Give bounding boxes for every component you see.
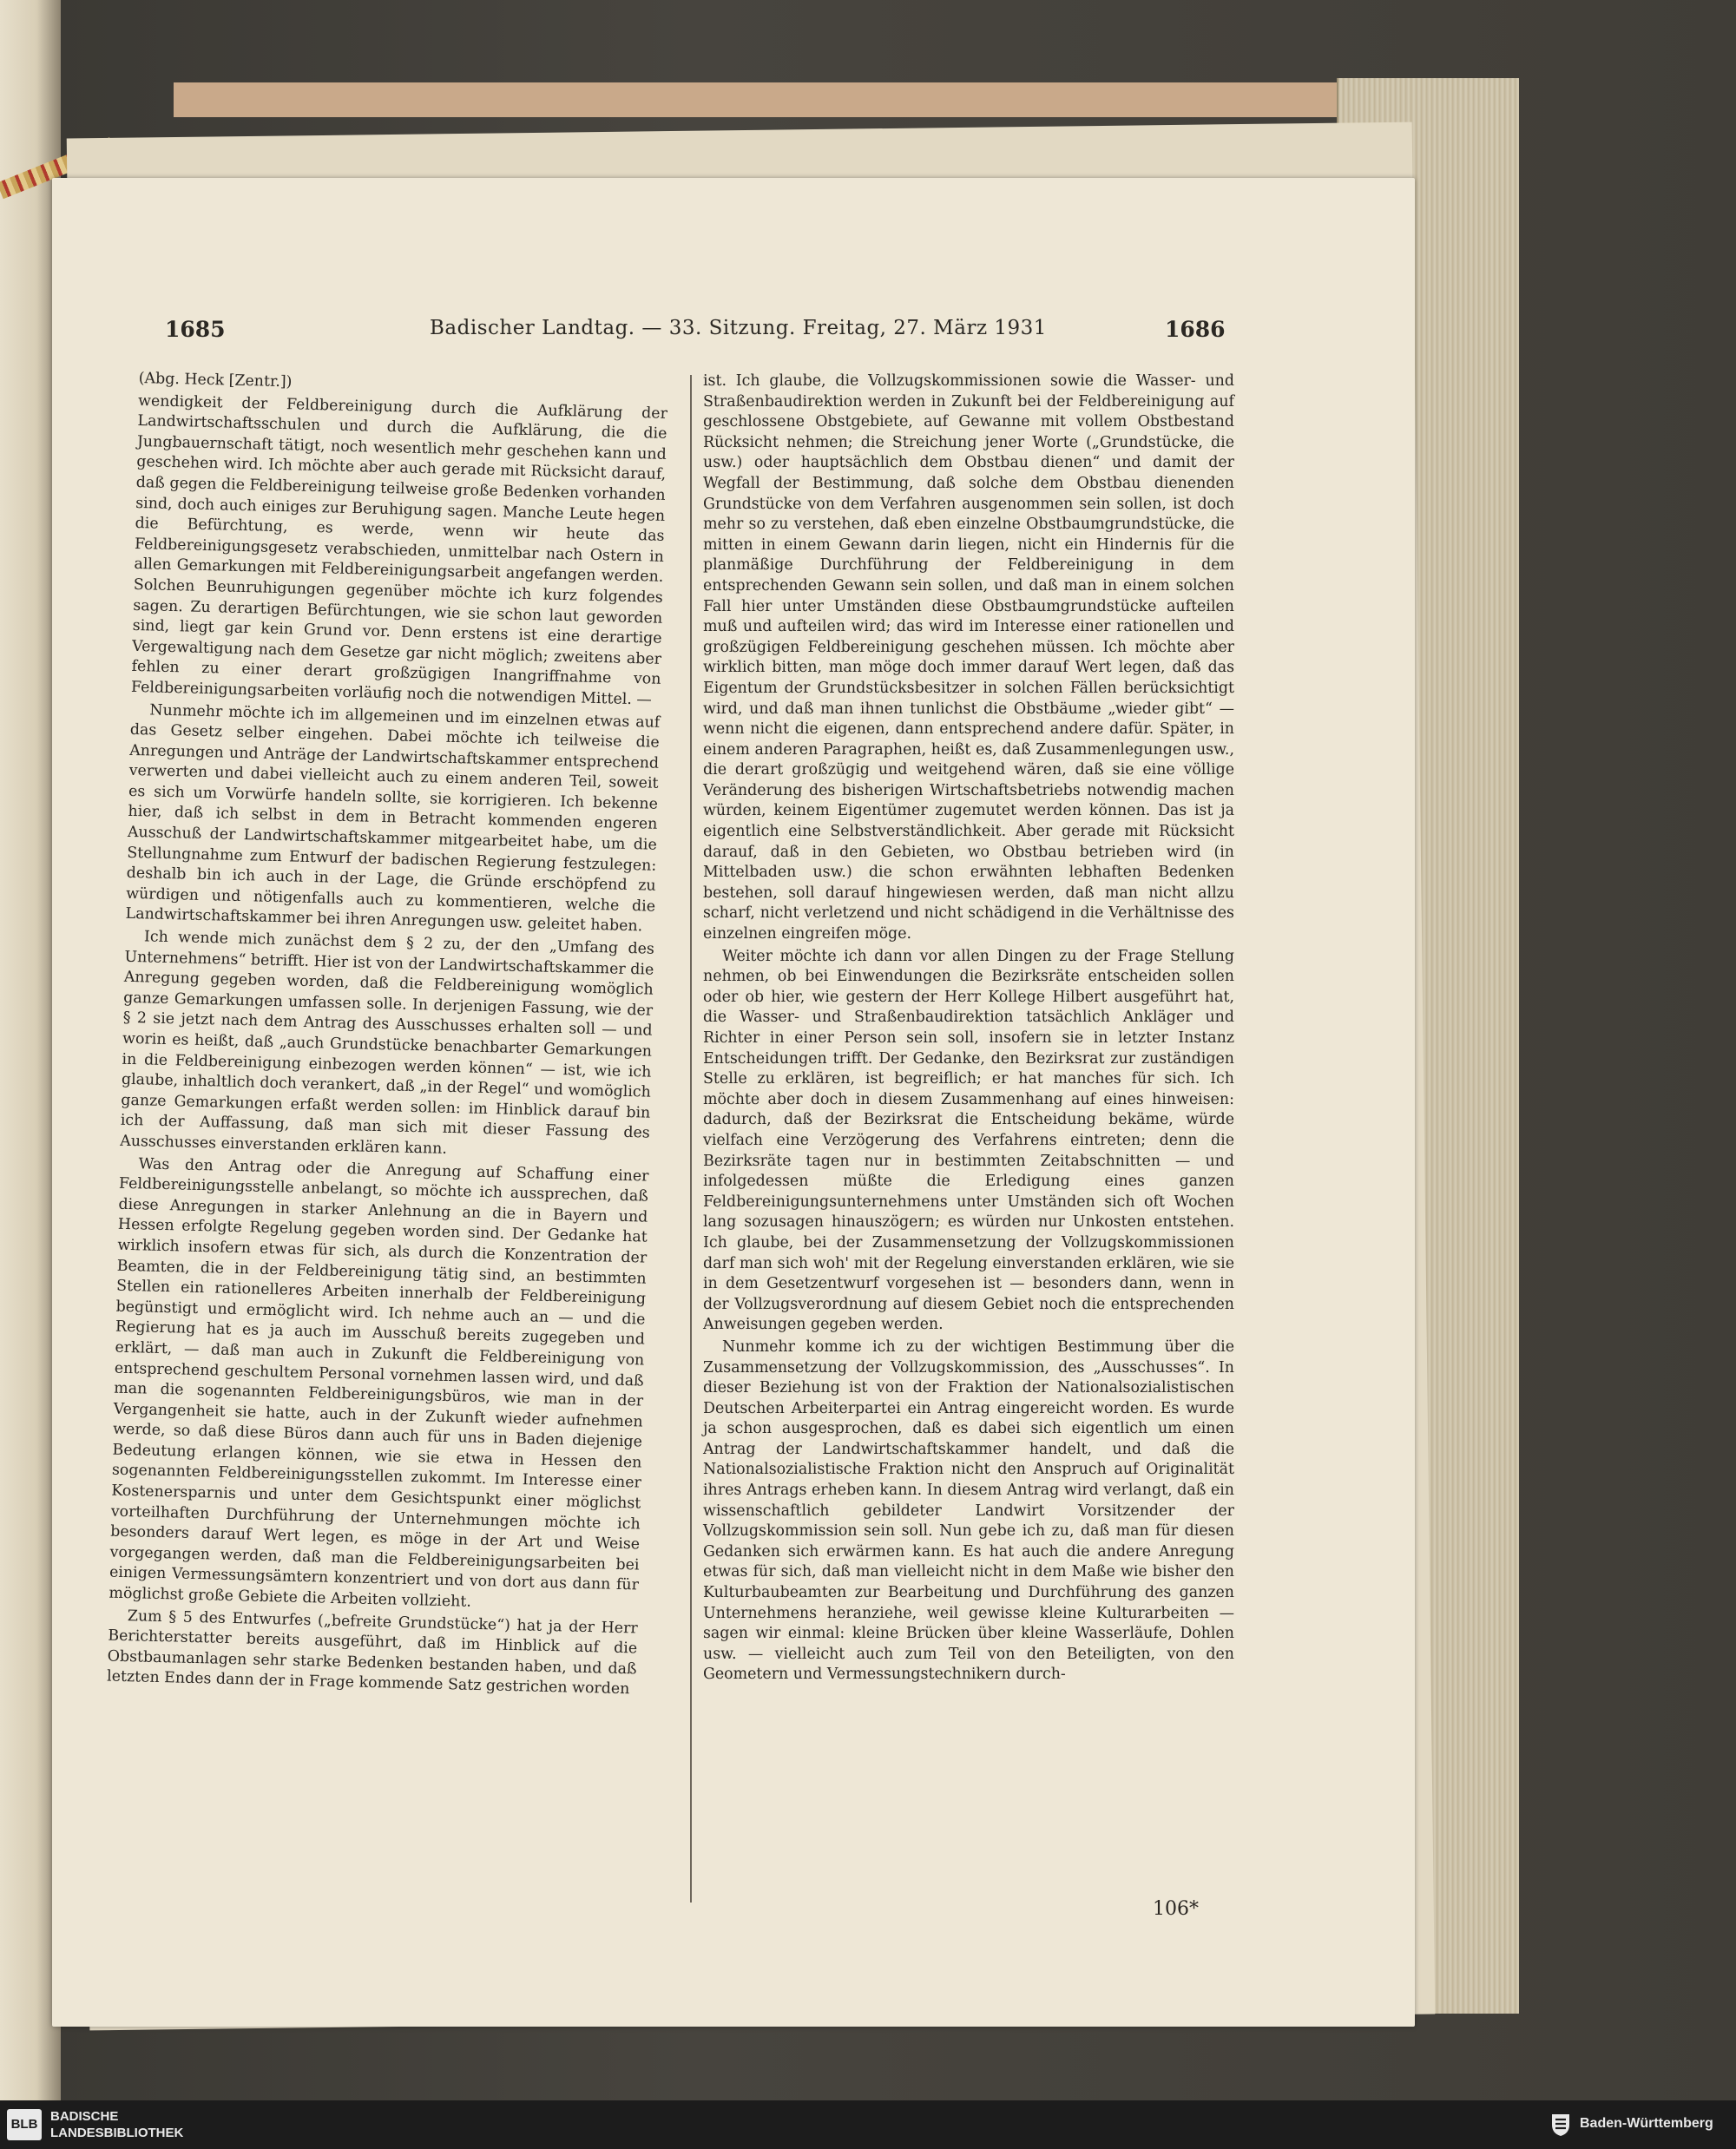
column-divider — [690, 375, 692, 1903]
footer-bar — [0, 2100, 1736, 2149]
library-name[interactable] — [50, 2108, 183, 2141]
text-column-right — [703, 371, 1234, 1687]
paragraph: Was den Antrag oder die Anregung auf Schaffung einer Feldbereinigungsstelle anbelangt, so möchte ich aussprechen, daß diese Anregungen in starker Anlehnung an die in Bayern und Hessen erfolgte Regelung gegeben worden sind. Der Gedanke hat wirklich insofern etwas für sich, als durch die Konzentration der Beamten, die in der Feldbereinigung tätig sind, an bestimmten Stellen ein rationelleres Arbeiten innerhalb der Feldbereinigung begünstigt und ermöglicht wird. Ich nehme auch an — und die Regierung hat es ja auch im Ausschuß bereits zugegeben und erklärt, — daß man auch in Zukunft die Feldbereinigung von entsprechend geschultem Personal vornehmen lassen wird, und daß man die sogenannten Feldbereinigungsbüros, wie man in der Vergangenheit sie hatte, auch in der Zukunft wieder aufnehmen werde, so daß diese Büros dann auch für uns in Baden diejenige Bedeutung erlangen können, wie sie etwa in Hessen den sogenannten Feldbereinigungsstellen zukommt. Im Interesse einer Kostenersparnis und unter dem Gesichtspunkt einer möglichst vorteilhaften Durchführung der Unternehmungen möchte ich besonders darauf Wert legen, es möge in der Art und Weise vorgegangen werden, daß man die Feldbereinigungsarbeiten bei einigen Vermessungsämtern konzentriert und von dort aus dann für möglichst große Gebiete die Arbeiten vollzieht. — [108, 1154, 649, 1611]
blb-logo[interactable]: BLB — [7, 2109, 42, 2140]
running-title: Badischer Landtag. — 33. Sitzung. Freitag, 27. März 1931 — [430, 317, 1047, 339]
library-name-line2: LANDESBIBLIOTHEK — [50, 2126, 184, 2140]
printer-signature-mark: 106* — [1153, 1898, 1199, 1920]
paragraph: Nunmehr komme ich zu der wichtigen Bestimmung über die Zusammensetzung der Vollzugskommission, des „Ausschusses“. In dieser Beziehung ist von der Fraktion der Nationalsozialistischen Deutschen Arbeiterpartei ein Antrag eingereicht worden. Es wurde ja schon ausgesprochen, daß es dabei sich eigentlich um einen Antrag der Landwirtschaftskammer handelt, und daß die Nationalsozialistische Fraktion nicht den Anspruch auf Originalität ihres Antrags erheben kann. In diesem Antrag wird verlangt, daß ein wissenschaftlich gebildeter Landwirt Vorsitzender der Vollzugskommission sein soll. Nun gebe ich zu, daß man für diesen Gedanken sich erwärmen kann. Es hat auch die andere Anregung etwas für sich, daß man vielleicht nicht in dem Maße wie bisher den Kulturbaubeamten zur Bearbeitung und Durchführung des ganzen Unternehmens heranziehe, weil gewisse kleine Kulturarbeiten — sagen wir einmal: kleine Brücken über kleine Wasserläufe, Dohlen usw. — vielleicht auch zum Teil von den Beteiligten, von den Geometern und Vermessungstechnikern durch- — [703, 1337, 1234, 1684]
speaker-name: (Abg. Heck [Zentr.]) — [138, 369, 293, 391]
paragraph: ist. Ich glaube, die Vollzugskommissionen sowie die Wasser- und Straßenbaudirektion werden in Zukunft bei der Feldbereinigung auf geschlossene Obstgebiete, auf Gewanne mit vollem Obstbestand Rücksicht nehmen; die Streichung jener Worte („Grundstücke, die usw.) oder hauptsächlich dem Obstbau dienen“ und damit der Wegfall der Bestimmung, daß solche dem Obstbau dienenden Grundstücke von dem Verfahren ausgenommen sein sollen, ist doch mehr so zu verstehen, daß eben einzelne Obstbaumgrundstücke, die mitten in einem Gewann darin liegen, nicht ein Hindernis für die planmäßige Durchführung der Feldbereinigung in dem entsprechenden Gewann sein sollen, und daß man in einem solchen Fall hier unter Umständen diese Obstbaumgrundstücke aufteilen muß und aufteilen wird; das wird im Interesse einer rationellen und großzügigen Feldbereinigung geschehen müssen. Ich möchte aber wirklich bitten, man möge doch immer darauf Wert legen, daß das Eigentum der Grundstücksbesitzer in solchen Fällen berücksichtigt wird, und daß man ihnen tunlichst die Obstbäume „wieder gibt“ — wenn nicht die eigenen, dann entsprechend andere dafür. Später, in einem anderen Paragraphen, heißt es, daß Zusammenlegungen usw., die derart großzügig und weitgehend wären, daß sie eine völlige Veränderung des bisherigen Wirtschaftsbetriebs notwendig machen würden, keinem Eigentümer zugemutet werden können. Das ist ja eigentlich eine Selbstverständlichkeit. Aber gerade mit Rücksicht darauf, daß in den Gebieten, wo Obstbau betrieben wird (in Mittelbaden usw.) die schon erwähnten lebhaften Bedenken bestehen, soll darauf hingewiesen werden, daß man nicht allzu scharf, nicht verletzend und nicht schädigend in die Verhältnisse des einzelnen eingreifen möge. — [703, 372, 1234, 943]
paragraph: Weiter möchte ich dann vor allen Dingen zu der Frage Stellung nehmen, ob bei Einwendungen die Bezirksräte entscheiden sollen oder ob hier, wie gestern der Herr Kollege Hilbert ausgeführt hat, die Wasser- und Straßenbaudirektion tatsächlich Ankläger und Richter in einer Person sein soll, insofern sie in letzter Instanz Entscheidungen trifft. Der Gedanke, den Bezirksrat zur zuständigen Stelle zu erklären, ist begreiflich; er hat manches für sich. Ich möchte aber doch in diesem Zusammenhang auf eines hinweisen: dadurch, daß der Bezirksrat die Entscheidung bekäme, würde vielfach eine Verzögerung des Verfahrens eintreten; denn die Bezirksräte tagen nur in bestimmten Zeitabschnitten — und infolgedessen müßte die Erledigung eines ganzen Feldbereinigungsunternehmens unter Umständen sich oft Wochen lang sozusagen hinauszögern; es würden nur Unkosten entstehen. Ich glaube, bei der Zusammensetzung der Vollzugskommissionen darf man sich woh' mit der Regelung einverstanden erklären, wie sie in dem Gesetzentwurf vorgesehen ist — besonders dann, wenn in der Vollzugsverordnung auf diesem Gebiet noch die entsprechenden Anweisungen gegeben werden. — [703, 947, 1234, 1334]
paragraph: wendigkeit der Feldbereinigung durch die Aufklärung der Landwirtschaftsschulen und durch die Aufklärung, die die Jungbauernschaft tätigt, noch wesentlich mehr geschehen kann und geschehen wird. Ich möchte aber auch gerade mit Rücksicht darauf, daß gegen die Feldbereinigung teilweise große Bedenken vorhanden sind, doch auch einiges zur Beruhigung sagen. Manche Leute hegen die Befürchtung, es werde, wenn wir heute das Feldbereinigungsgesetz verabschieden, unmittelbar nach Ostern in allen Gemarkungen mit Feldbereinigungsarbeit angefangen werden. Solchen Beunruhigungen gegenüber möchte ich kurz folgendes sagen. Zu derartigen Befürchtungen, wie sie schon laut geworden sind, liegt gar kein Grund vor. Denn erstens ist eine derartige Vergewaltigung nach dem Gesetze gar nicht möglich; zweitens aber fehlen zu einer derart großzügigen Inangriffnahme von Feldbereinigungsarbeiten vorläufig noch die notwendigen Mittel. — — [130, 391, 668, 709]
book-cover-edge — [174, 82, 1510, 117]
text-column-left — [107, 369, 668, 1702]
baden-wuerttemberg-crest-icon — [1549, 2113, 1572, 2137]
paragraph: Nunmehr möchte ich im allgemeinen und im einzelnen etwas auf das Gesetz selber eingehen. Dabei möchte ich teilweise die Anregungen und Anträge der Landwirtschaftskammer entsprechend verwerten und dabei vielleicht auch zu einem anderen Teil, soweit es sich um Vorwürfe handeln sollte, sie korrigieren. Ich bekenne hier, daß ich selbst in dem in Betracht kommenden engeren Ausschuß der Landwirtschaftskammer mitgearbeitet habe, um die Stellungnahme zum Entwurf der badischen Regierung festzulegen: deshalb bin ich auch in der Lage, die Gründe erschöpfend zu würdigen und nötigenfalls auch zu kommentieren, welche die Landwirtschaftskammer bei ihren Anregungen usw. geleitet haben. — [125, 700, 661, 936]
page-number-left: 1685 — [165, 317, 226, 342]
state-name[interactable]: Baden-Württemberg — [1580, 2116, 1713, 2131]
paragraph: Zum § 5 des Entwurfes („befreite Grundstücke“) hat ja der Herr Berichterstatter bereits ausgeführt, daß im Hinblick auf die Obstbaumanlagen sehr starke Bedenken bestanden haben, und daß letzten Endes dann der in Frage kommende Satz gestrichen worden — [106, 1607, 638, 1699]
paragraph: Ich wende mich zunächst dem § 2 zu, der den „Umfang des Unternehmens“ betrifft. Hier ist von der Landwirtschaftskammer die Anregung gegeben worden, daß die Feldbereinigung womöglich ganze Gemarkungen umfassen solle. In derjenigen Fassung, wie der § 2 sie jetzt nach dem Antrag des Ausschusses erhalten soll — und worin es heißt, daß „auch Grundstücke benachbarter Gemarkungen in die Feldbereinigung einbezogen werden können“ — ist, wie ich glaube, inhaltlich doch verankert, daß „in der Regel“ und womöglich ganze Gemarkungen erfaßt werden sollen: im Hinblick darauf bin ich der Auffassung, daß man sich mit dieser Fassung des Ausschusses einverstanden erklären kann. — [120, 928, 655, 1158]
page-number-right: 1686 — [1165, 317, 1226, 342]
library-name-line1: BADISCHE — [50, 2109, 119, 2124]
